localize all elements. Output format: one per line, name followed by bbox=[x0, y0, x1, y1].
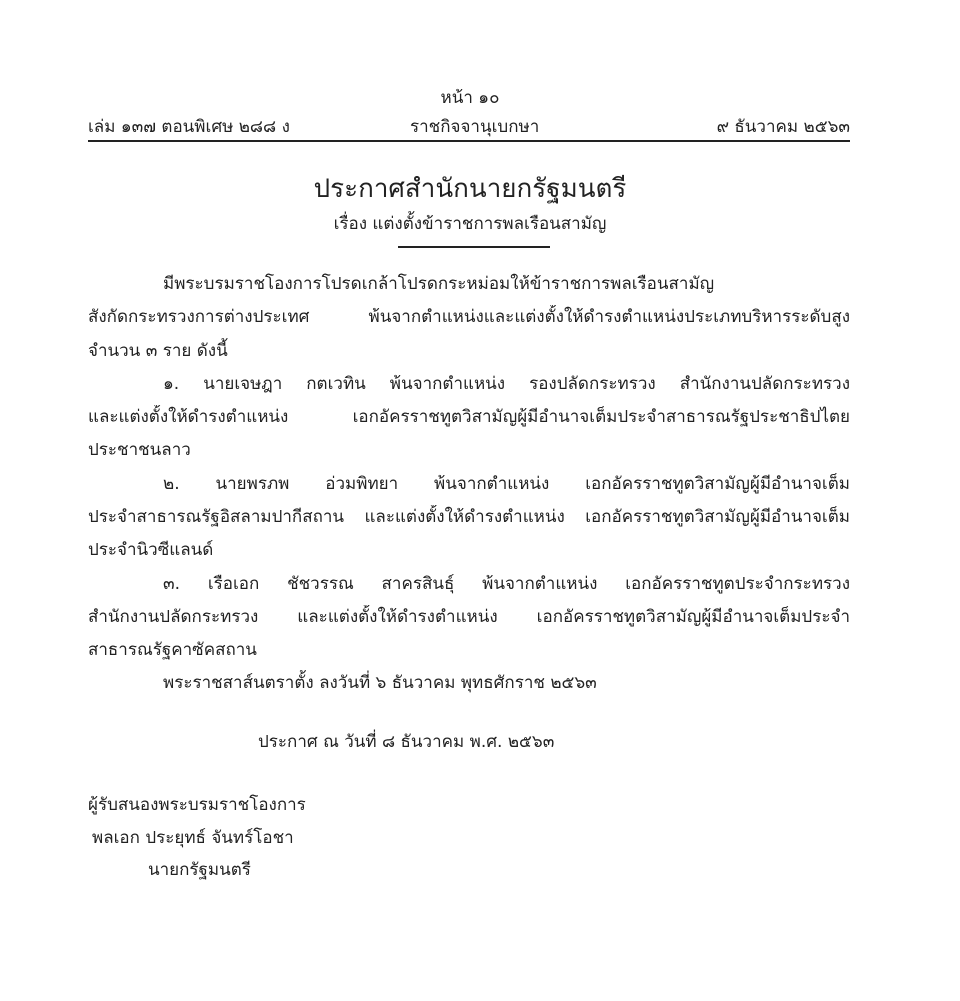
volume-info: เล่ม ๑๓๗ ตอนพิเศษ ๒๘๘ ง bbox=[88, 117, 290, 137]
page-number: หน้า ๑๐ bbox=[440, 88, 500, 108]
item-line: และแต่งตั้งให้ดำรงตำแหน่ง เอกอัครราชทูตวิสามัญผู้มีอำนาจเต็มประจำสาธารณรัฐประชาธิปไตย bbox=[88, 407, 850, 427]
item-line: ประชาชนลาว bbox=[88, 440, 191, 460]
title-rule bbox=[398, 246, 550, 248]
body-line: สังกัดกระทรวงการต่างประเทศ พ้นจากตำแหน่งและแต่งตั้งให้ดำรงตำแหน่งประเภทบริหารระดับสูง bbox=[88, 307, 850, 327]
gazette-date: ๙ ธันวาคม ๒๕๖๓ bbox=[716, 117, 850, 137]
item-line: ๑. นายเจษฎา กตเวทิน พ้นจากตำแหน่ง รองปลัดกระทรวง สำนักงานปลัดกระทรวง bbox=[163, 374, 850, 394]
item-line: ๒. นายพรภพ อ่วมพิทยา พ้นจากตำแหน่ง เอกอัครราชทูตวิสามัญผู้มีอำนาจเต็ม bbox=[163, 474, 850, 494]
body-line: มีพระบรมราชโองการโปรดเกล้าโปรดกระหม่อมให้ข้าราชการพลเรือนสามัญ bbox=[163, 274, 715, 294]
header-rule bbox=[88, 140, 850, 142]
body-line: จำนวน ๓ ราย ดังนี้ bbox=[88, 341, 228, 361]
signatory-name: พลเอก ประยุทธ์ จันทร์โอชา bbox=[92, 828, 294, 848]
countersign-label: ผู้รับสนองพระบรมราชโองการ bbox=[88, 795, 306, 815]
signatory-position: นายกรัฐมนตรี bbox=[148, 860, 251, 880]
item-line: ๓. เรือเอก ชัชวรรณ สาครสินธุ์ พ้นจากตำแหน่ง เอกอัครราชทูตประจำกระทรวง bbox=[163, 574, 850, 594]
royal-seal-date: พระราชสาส์นตราตั้ง ลงวันที่ ๖ ธันวาคม พุทธศักราช ๒๕๖๓ bbox=[163, 673, 597, 693]
announcement-date: ประกาศ ณ วันที่ ๘ ธันวาคม พ.ศ. ๒๕๖๓ bbox=[258, 732, 555, 752]
item-line: สำนักงานปลัดกระทรวง และแต่งตั้งให้ดำรงตำแหน่ง เอกอัครราชทูตวิสามัญผู้มีอำนาจเต็มประจำ bbox=[88, 607, 850, 627]
gazette-name: ราชกิจจานุเบกษา bbox=[410, 117, 540, 137]
item-line: ประจำสาธารณรัฐอิสลามปากีสถาน และแต่งตั้งให้ดำรงตำแหน่ง เอกอัครราชทูตวิสามัญผู้มีอำนาจเต็ม bbox=[88, 507, 850, 527]
document-title: ประกาศสำนักนายกรัฐมนตรี bbox=[313, 174, 627, 204]
item-line: สาธารณรัฐคาซัคสถาน bbox=[88, 640, 257, 660]
item-line: ประจำนิวซีแลนด์ bbox=[88, 540, 214, 560]
document-subject: เรื่อง แต่งตั้งข้าราชการพลเรือนสามัญ bbox=[333, 214, 607, 234]
